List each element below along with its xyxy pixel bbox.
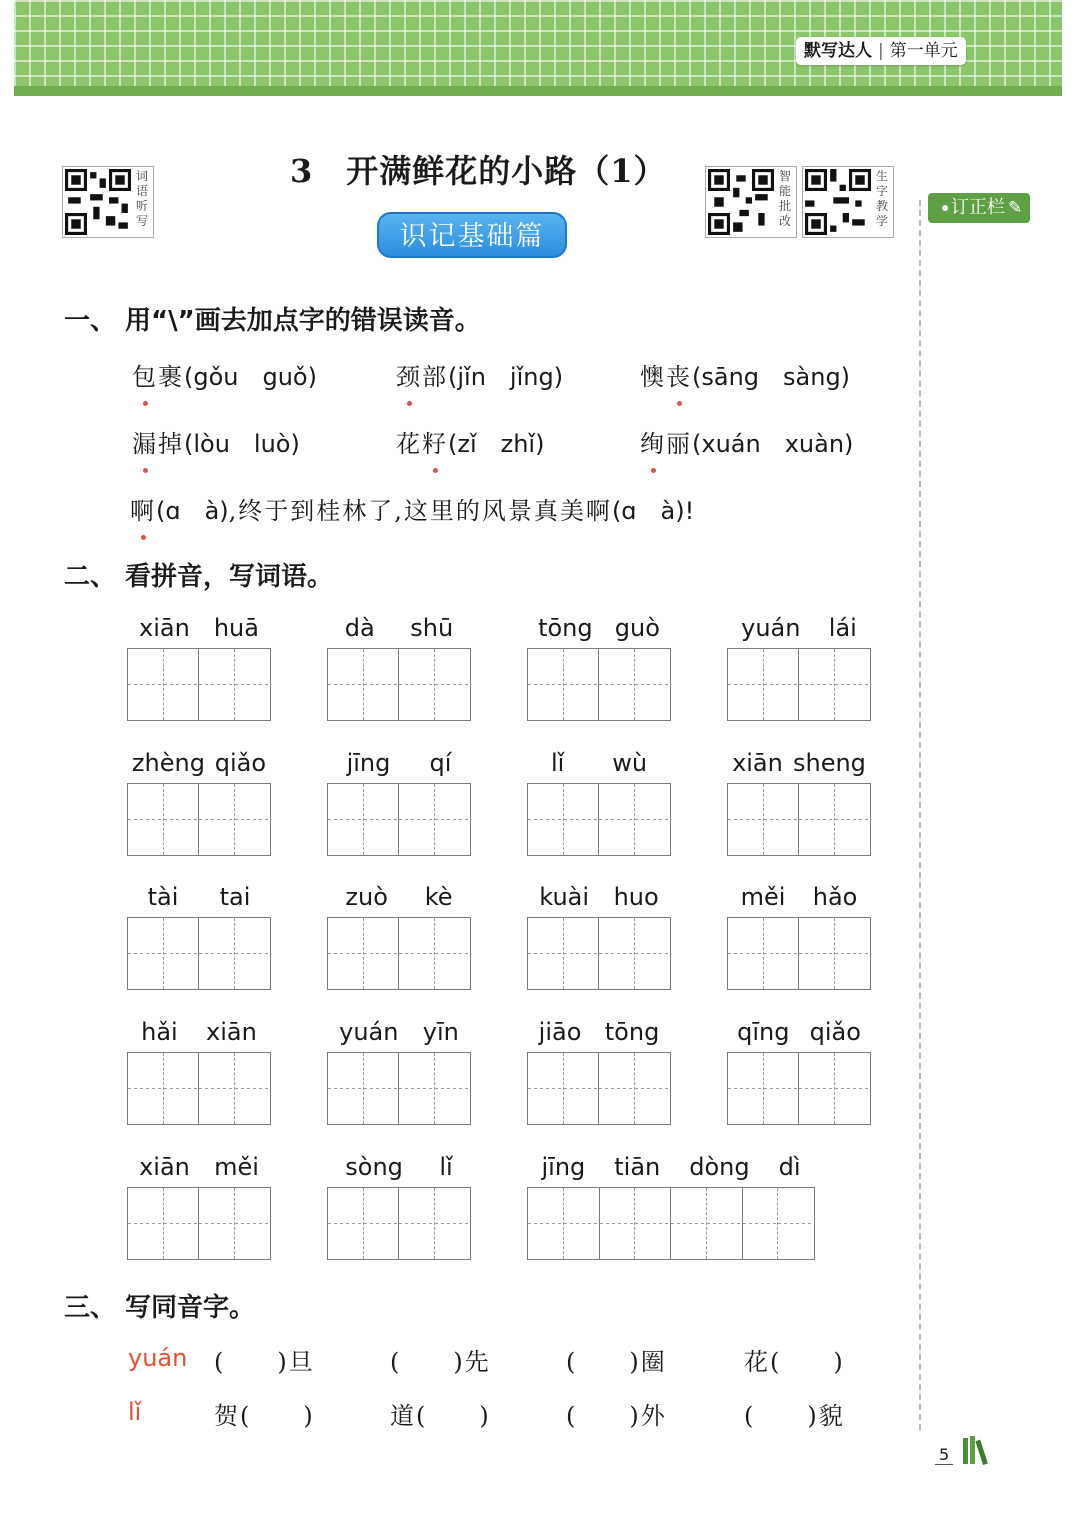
writing-cell[interactable] bbox=[564, 1188, 600, 1259]
pinyin-syllable: lái bbox=[828, 614, 857, 642]
correction-tag-label: 订正栏 bbox=[951, 197, 1005, 218]
options: (xuán xuàn) bbox=[692, 430, 854, 458]
writing-grid[interactable] bbox=[127, 1052, 271, 1125]
writing-cell[interactable] bbox=[799, 1053, 835, 1124]
pinyin-word-item bbox=[727, 883, 871, 990]
emphasized-char: 啊 bbox=[130, 491, 156, 526]
lesson-title: 3 开满鲜花的小路（1） bbox=[290, 152, 667, 190]
books-icon bbox=[962, 1436, 998, 1466]
writing-grid[interactable] bbox=[127, 917, 271, 990]
writing-cell[interactable] bbox=[128, 1053, 164, 1124]
writing-cell[interactable] bbox=[435, 918, 470, 989]
writing-cell[interactable] bbox=[199, 918, 235, 989]
homophone-blank[interactable]: 道( ) bbox=[390, 1402, 491, 1430]
pinyin-syllable: dòng bbox=[689, 1153, 750, 1181]
writing-grid[interactable] bbox=[527, 648, 671, 721]
writing-cell[interactable] bbox=[764, 784, 800, 855]
writing-cell[interactable] bbox=[364, 918, 400, 989]
section3-heading: 三、 写同音字。 bbox=[64, 1293, 256, 1323]
writing-cell[interactable] bbox=[799, 918, 835, 989]
writing-cell[interactable] bbox=[164, 918, 200, 989]
pinyin-labels bbox=[327, 1153, 471, 1187]
pinyin-labels bbox=[327, 749, 471, 783]
writing-cell[interactable] bbox=[164, 649, 200, 720]
pinyin-labels bbox=[727, 883, 871, 917]
pinyin-syllable: kè bbox=[424, 883, 453, 911]
pronunciation-item[interactable] bbox=[640, 424, 853, 459]
writing-cell[interactable] bbox=[328, 784, 364, 855]
pinyin-syllable: zuò bbox=[345, 883, 388, 911]
series-name: 默写达人 bbox=[804, 41, 872, 61]
writing-cell[interactable] bbox=[635, 784, 670, 855]
pinyin-word-item bbox=[327, 1018, 471, 1125]
writing-cell[interactable] bbox=[764, 649, 800, 720]
pinyin-syllable: huo bbox=[613, 883, 659, 911]
pronunciation-item[interactable] bbox=[132, 357, 317, 392]
writing-cell[interactable] bbox=[635, 649, 670, 720]
header-band-shadow bbox=[14, 86, 1062, 96]
writing-grid[interactable] bbox=[727, 783, 871, 856]
pinyin-word-item bbox=[127, 749, 271, 856]
writing-cell[interactable] bbox=[399, 784, 435, 855]
homophone-blank[interactable]: ( )貌 bbox=[744, 1402, 845, 1430]
writing-grid[interactable] bbox=[327, 1052, 471, 1125]
homophone-blank[interactable]: 贺( ) bbox=[214, 1402, 315, 1430]
pinyin-syllable: huā bbox=[213, 614, 259, 642]
writing-cell[interactable] bbox=[728, 649, 764, 720]
pinyin-syllable: kuài bbox=[539, 883, 590, 911]
sentence-option-1: (ɑ à) bbox=[156, 497, 229, 525]
writing-cell[interactable] bbox=[671, 1188, 707, 1259]
pinyin-word-item bbox=[127, 1018, 271, 1125]
writing-cell[interactable] bbox=[364, 1053, 400, 1124]
pinyin-word-item bbox=[527, 883, 671, 990]
pinyin-labels bbox=[727, 1018, 871, 1052]
writing-cell[interactable] bbox=[599, 784, 635, 855]
writing-cell[interactable] bbox=[328, 649, 364, 720]
pinyin-syllable: xiān bbox=[732, 749, 783, 777]
writing-cell[interactable] bbox=[399, 1053, 435, 1124]
pinyin-syllable: lǐ bbox=[550, 749, 565, 777]
pinyin-syllable: tōng bbox=[538, 614, 593, 642]
writing-cell[interactable] bbox=[399, 918, 435, 989]
pinyin-labels bbox=[127, 1018, 271, 1052]
writing-cell[interactable] bbox=[235, 649, 270, 720]
homophone-blank[interactable]: ( )外 bbox=[566, 1402, 667, 1430]
pronunciation-item[interactable] bbox=[640, 357, 850, 392]
writing-cell[interactable] bbox=[128, 1188, 164, 1259]
writing-cell[interactable] bbox=[564, 649, 600, 720]
pinyin-syllable: tài bbox=[147, 883, 179, 911]
writing-cell[interactable] bbox=[564, 784, 600, 855]
writing-cell[interactable] bbox=[778, 1188, 814, 1259]
options: (gǒu guǒ) bbox=[184, 363, 317, 391]
writing-cell[interactable] bbox=[835, 649, 870, 720]
writing-cell[interactable] bbox=[528, 1188, 564, 1259]
pinyin-word-item bbox=[727, 749, 871, 856]
pinyin-syllable: jīng bbox=[541, 1153, 586, 1181]
writing-cell[interactable] bbox=[743, 1188, 779, 1259]
pinyin-labels bbox=[527, 1018, 671, 1052]
writing-cell[interactable] bbox=[435, 784, 470, 855]
writing-cell[interactable] bbox=[435, 1053, 470, 1124]
pinyin-syllable: xiān bbox=[206, 1018, 257, 1046]
writing-cell[interactable] bbox=[435, 649, 470, 720]
writing-grid[interactable] bbox=[527, 917, 671, 990]
writing-cell[interactable] bbox=[328, 1188, 364, 1259]
writing-cell[interactable] bbox=[728, 784, 764, 855]
homophone-blank[interactable]: 花( ) bbox=[744, 1348, 845, 1376]
writing-grid[interactable] bbox=[527, 1187, 815, 1260]
pinyin-syllable: hǎi bbox=[141, 1018, 178, 1046]
pinyin-syllable: zhèng bbox=[131, 749, 205, 777]
pinyin-syllable: tai bbox=[219, 883, 251, 911]
qr-caption: 生字教学 bbox=[875, 169, 888, 228]
pinyin-syllable: qīng bbox=[737, 1018, 790, 1046]
writing-grid[interactable] bbox=[327, 648, 471, 721]
pinyin-syllable: dà bbox=[344, 614, 375, 642]
pinyin-word-item bbox=[527, 614, 671, 721]
pinyin-syllable: měi bbox=[740, 883, 786, 911]
pinyin-syllable: qí bbox=[429, 749, 452, 777]
pinyin-word-item bbox=[527, 1153, 815, 1260]
writing-cell[interactable] bbox=[599, 918, 635, 989]
pinyin-syllable: dì bbox=[778, 1153, 801, 1181]
word: 漏掉 bbox=[132, 430, 184, 458]
qr-icon bbox=[805, 169, 871, 235]
writing-grid[interactable] bbox=[527, 1052, 671, 1125]
qr-caption: 词语听写 bbox=[135, 169, 148, 228]
writing-cell[interactable] bbox=[164, 1188, 200, 1259]
bullet-icon bbox=[942, 205, 948, 211]
writing-cell[interactable] bbox=[199, 1188, 235, 1259]
pinyin-syllable: qiǎo bbox=[809, 1018, 861, 1046]
writing-cell[interactable] bbox=[528, 918, 564, 989]
writing-grid[interactable] bbox=[527, 783, 671, 856]
pinyin-labels bbox=[327, 883, 471, 917]
writing-grid[interactable] bbox=[127, 648, 271, 721]
pinyin-labels bbox=[727, 614, 871, 648]
correction-margin-line bbox=[919, 200, 921, 1430]
pinyin-word-item bbox=[127, 614, 271, 721]
writing-grid[interactable] bbox=[727, 917, 871, 990]
pinyin-syllable: xiān bbox=[139, 614, 190, 642]
word: 花籽 bbox=[396, 430, 448, 458]
sentence-text: ,终于到桂林了,这里的风景真美啊 bbox=[228, 497, 612, 525]
qr-icon bbox=[65, 169, 131, 235]
homophone-blank[interactable]: ( )先 bbox=[390, 1348, 491, 1376]
writing-cell[interactable] bbox=[528, 784, 564, 855]
qr-icon bbox=[708, 169, 774, 235]
correction-tag bbox=[928, 193, 1030, 223]
writing-cell[interactable] bbox=[399, 649, 435, 720]
writing-cell[interactable] bbox=[528, 1053, 564, 1124]
pinyin-labels bbox=[327, 614, 471, 648]
pinyin-labels bbox=[127, 614, 271, 648]
writing-cell[interactable] bbox=[764, 1053, 800, 1124]
writing-cell[interactable] bbox=[164, 1053, 200, 1124]
pinyin-word-item bbox=[327, 1153, 471, 1260]
pinyin-labels bbox=[127, 749, 271, 783]
pinyin-syllable: yuán bbox=[741, 614, 801, 642]
pinyin-word-item bbox=[327, 614, 471, 721]
pinyin-syllable: shū bbox=[410, 614, 454, 642]
writing-cell[interactable] bbox=[235, 784, 270, 855]
writing-grid[interactable] bbox=[127, 783, 271, 856]
writing-cell[interactable] bbox=[600, 1188, 636, 1259]
pinyin-syllable: qiǎo bbox=[214, 749, 267, 777]
qr-code-teaching[interactable] bbox=[802, 166, 894, 238]
pronunciation-item[interactable] bbox=[396, 424, 544, 459]
pinyin-labels bbox=[527, 1153, 815, 1187]
pinyin-syllable: wù bbox=[612, 749, 648, 777]
qr-code-grading[interactable] bbox=[705, 166, 797, 238]
writing-grid[interactable] bbox=[327, 917, 471, 990]
writing-cell[interactable] bbox=[399, 1188, 435, 1259]
pronunciation-item[interactable] bbox=[396, 357, 563, 392]
pinyin-syllable: sheng bbox=[792, 749, 866, 777]
writing-cell[interactable] bbox=[728, 918, 764, 989]
writing-cell[interactable] bbox=[235, 1053, 270, 1124]
pinyin-word-item bbox=[727, 1018, 871, 1125]
writing-cell[interactable] bbox=[199, 1053, 235, 1124]
writing-cell[interactable] bbox=[364, 1188, 400, 1259]
homophone-pinyin: lǐ bbox=[128, 1398, 142, 1426]
pinyin-labels bbox=[727, 749, 871, 783]
pinyin-syllable: sòng bbox=[345, 1153, 403, 1181]
section-badge: 识记基础篇 bbox=[377, 212, 567, 258]
word: 懊丧 bbox=[640, 363, 692, 391]
writing-cell[interactable] bbox=[128, 784, 164, 855]
homophone-blank[interactable]: ( )旦 bbox=[214, 1348, 315, 1376]
pinyin-labels bbox=[527, 614, 671, 648]
writing-cell[interactable] bbox=[835, 1053, 870, 1124]
pinyin-labels bbox=[327, 1018, 471, 1052]
writing-cell[interactable] bbox=[564, 1053, 600, 1124]
pinyin-syllable: jiāo bbox=[538, 1018, 582, 1046]
pinyin-syllable: měi bbox=[214, 1153, 259, 1181]
pinyin-labels bbox=[127, 883, 271, 917]
pinyin-word-item bbox=[127, 1153, 271, 1260]
writing-cell[interactable] bbox=[799, 784, 835, 855]
section2-heading: 二、 看拼音，写词语。 bbox=[64, 562, 334, 592]
page-number: 5 bbox=[935, 1445, 953, 1465]
writing-cell[interactable] bbox=[635, 918, 670, 989]
options: (sāng sàng) bbox=[692, 363, 851, 391]
sentence-option-2: (ɑ à)! bbox=[611, 497, 695, 525]
pinyin-labels bbox=[127, 1153, 271, 1187]
unit-tag: 默写达人 | 第一单元 bbox=[796, 37, 966, 65]
writing-grid[interactable] bbox=[327, 1187, 471, 1260]
pinyin-word-item bbox=[327, 749, 471, 856]
pinyin-syllable: yīn bbox=[422, 1018, 459, 1046]
writing-cell[interactable] bbox=[764, 918, 800, 989]
pinyin-labels bbox=[527, 749, 671, 783]
pinyin-word-item bbox=[527, 1018, 671, 1125]
writing-cell[interactable] bbox=[235, 1188, 270, 1259]
writing-cell[interactable] bbox=[599, 649, 635, 720]
options: (jǐn jǐng) bbox=[448, 363, 564, 391]
homophone-pinyin: yuán bbox=[128, 1344, 188, 1372]
writing-cell[interactable] bbox=[835, 918, 870, 989]
word: 包裹 bbox=[132, 363, 184, 391]
pinyin-word-item bbox=[727, 614, 871, 721]
writing-cell[interactable] bbox=[328, 918, 364, 989]
unit-name: 第一单元 bbox=[889, 41, 958, 61]
pinyin-syllable: xiān bbox=[139, 1153, 190, 1181]
pencil-icon: ✎ bbox=[1008, 198, 1023, 218]
pinyin-word-item bbox=[127, 883, 271, 990]
writing-cell[interactable] bbox=[199, 784, 235, 855]
pinyin-syllable: jīng bbox=[346, 749, 391, 777]
writing-cell[interactable] bbox=[364, 649, 400, 720]
writing-cell[interactable] bbox=[707, 1188, 743, 1259]
writing-cell[interactable] bbox=[435, 1188, 470, 1259]
pinyin-word-item bbox=[527, 749, 671, 856]
writing-cell[interactable] bbox=[635, 1053, 670, 1124]
pinyin-syllable: tōng bbox=[604, 1018, 660, 1046]
writing-cell[interactable] bbox=[835, 784, 870, 855]
writing-cell[interactable] bbox=[599, 1053, 635, 1124]
pinyin-syllable: lǐ bbox=[439, 1153, 453, 1181]
section1-heading: 一、 用“\”画去加点字的错误读音。 bbox=[64, 306, 481, 336]
writing-cell[interactable] bbox=[364, 784, 400, 855]
writing-grid[interactable] bbox=[727, 1052, 871, 1125]
pinyin-syllable: tiān bbox=[614, 1153, 661, 1181]
writing-grid[interactable] bbox=[127, 1187, 271, 1260]
writing-cell[interactable] bbox=[235, 918, 270, 989]
writing-cell[interactable] bbox=[199, 649, 235, 720]
pinyin-syllable: hǎo bbox=[812, 883, 858, 911]
pinyin-word-item bbox=[327, 883, 471, 990]
writing-cell[interactable] bbox=[528, 649, 564, 720]
qr-caption: 智能批改 bbox=[778, 169, 791, 228]
writing-cell[interactable] bbox=[164, 784, 200, 855]
pinyin-syllable: yuán bbox=[339, 1018, 399, 1046]
writing-cell[interactable] bbox=[564, 918, 600, 989]
writing-cell[interactable] bbox=[128, 649, 164, 720]
sentence-item[interactable] bbox=[130, 491, 694, 526]
pinyin-labels bbox=[527, 883, 671, 917]
writing-cell[interactable] bbox=[799, 649, 835, 720]
options: (zǐ zhǐ) bbox=[448, 430, 545, 458]
writing-cell[interactable] bbox=[328, 1053, 364, 1124]
options: (lòu luò) bbox=[184, 430, 300, 458]
word: 绚丽 bbox=[640, 430, 692, 458]
writing-cell[interactable] bbox=[728, 1053, 764, 1124]
writing-cell[interactable] bbox=[635, 1188, 671, 1259]
homophone-blank[interactable]: ( )圈 bbox=[566, 1348, 667, 1376]
writing-grid[interactable] bbox=[327, 783, 471, 856]
writing-cell[interactable] bbox=[128, 918, 164, 989]
pinyin-syllable: guò bbox=[614, 614, 660, 642]
writing-grid[interactable] bbox=[727, 648, 871, 721]
qr-code-dictation[interactable] bbox=[62, 166, 154, 238]
word: 颈部 bbox=[396, 363, 448, 391]
pronunciation-item[interactable] bbox=[132, 424, 300, 459]
